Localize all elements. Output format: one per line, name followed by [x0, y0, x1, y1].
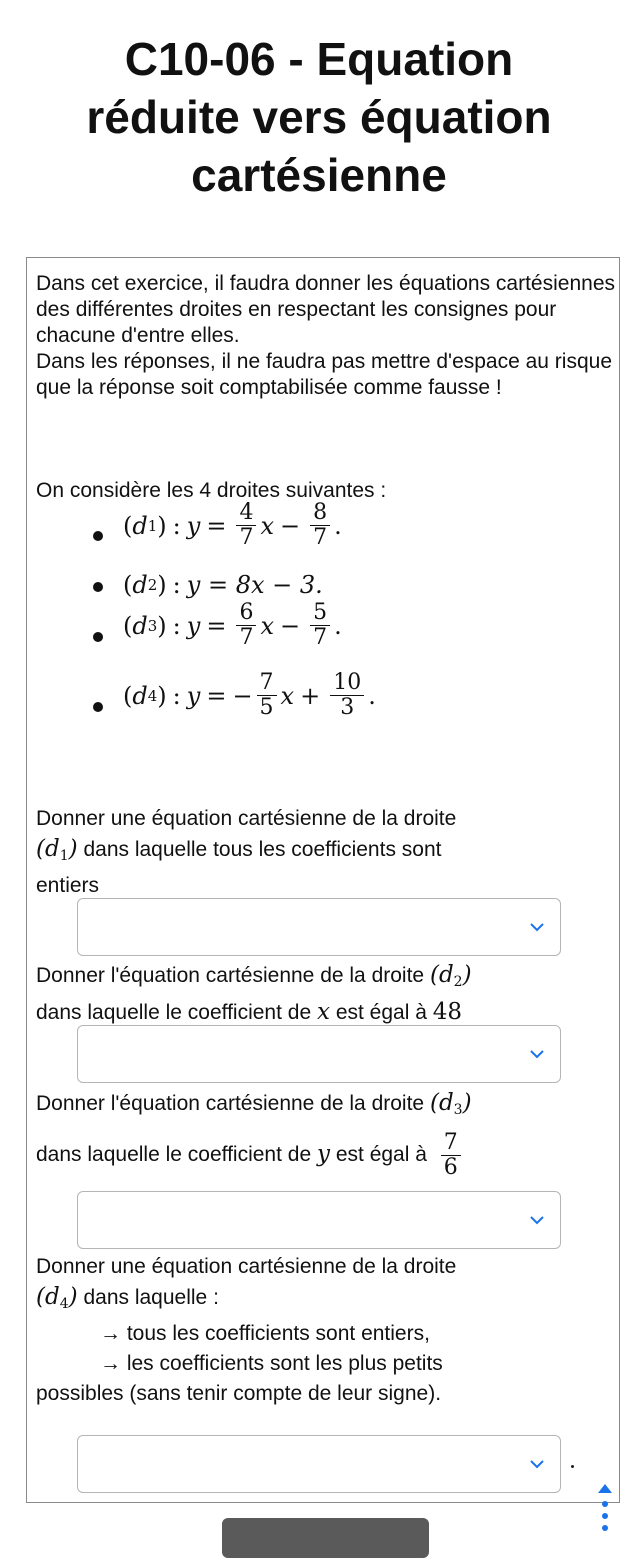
bullet-icon	[93, 702, 103, 712]
question-1-line-1: Donner une équation cartésienne de la droite	[36, 807, 457, 830]
chevron-down-icon	[528, 1456, 546, 1472]
question-3	[36, 1088, 606, 1180]
question-1-line-2: $(d_1)$ dans laquelle tous les coefficients sont	[36, 836, 442, 864]
answer-select-d3[interactable]	[77, 1191, 561, 1249]
question-4-line-1: Donner une équation cartésienne de la droite	[36, 1255, 457, 1278]
equation-d4: ( d 4 ) : y = − $\frac{7}{5}$ x + $\frac{10}{3}$ .	[123, 670, 376, 720]
intro-paragraph-1: Dans cet exercice, il faudra donner les équations cartésiennes des différentes droites en respectant les consignes pour chacune d'entre elles.	[36, 272, 615, 347]
intro-paragraph-2: Dans les réponses, il ne faudra pas mettre d'espace au risque que la réponse soit comptabilisée comme fausse !	[36, 350, 613, 399]
equation-d3: ( d 3 ) : y = $\frac{6}{7}$ x − $\frac{5}{7}$ .	[123, 600, 342, 650]
question-4-bullet-2: → les coefficients sont les plus petits	[100, 1352, 443, 1375]
coefficient-fraction: $\frac{7}{6}$	[441, 1131, 461, 1180]
question-2	[36, 960, 606, 1028]
lines-lead-text: On considère les 4 droites suivantes :	[36, 479, 387, 502]
decorative-dot	[571, 1465, 574, 1468]
title-line-2: réduite vers équation	[86, 91, 552, 143]
chevron-down-icon	[528, 1212, 546, 1228]
scroll-top-icon[interactable]	[598, 1484, 612, 1536]
question-1	[36, 804, 606, 901]
equation-d2: ( d 2 ) : y = 8x − 3.	[123, 571, 323, 599]
bullet-icon	[93, 582, 103, 592]
title-line-3: cartésienne	[191, 149, 447, 201]
answer-select-d2[interactable]	[77, 1025, 561, 1083]
answer-select-d4[interactable]	[77, 1435, 561, 1493]
question-4-bullet-1: → tous les coefficients sont entiers,	[100, 1322, 430, 1345]
question-2-line-2: dans laquelle le coefficient de x est égal à 48	[36, 999, 463, 1025]
answer-select-d1[interactable]	[77, 898, 561, 956]
page-title	[0, 30, 638, 204]
question-3-line-2: dans laquelle le coefficient de y est égal à $\frac{7}{6}$	[36, 1131, 606, 1180]
question-4-line-5: possibles (sans tenir compte de leur signe).	[36, 1382, 442, 1405]
chevron-down-icon	[528, 1046, 546, 1062]
question-4	[36, 1252, 606, 1409]
question-3-line-1: Donner l'équation cartésienne de la droite $(d_3)$	[36, 1090, 472, 1118]
question-2-line-1: Donner l'équation cartésienne de la droite $(d_2)$	[36, 962, 472, 990]
exercise-card	[26, 257, 620, 1503]
question-4-line-2: $(d_4)$ dans laquelle :	[36, 1284, 219, 1312]
bullet-icon	[93, 632, 103, 642]
intro-text	[36, 271, 616, 401]
submit-button[interactable]	[222, 1518, 429, 1558]
bullet-icon	[93, 531, 103, 541]
chevron-down-icon	[528, 919, 546, 935]
equation-d1: ( d 1 ) : y = $\frac{4}{7}$ x − $\frac{8}{7}$ .	[123, 500, 342, 550]
title-line-1: C10-06 - Equation	[124, 33, 514, 85]
question-1-line-3: entiers	[36, 874, 100, 897]
